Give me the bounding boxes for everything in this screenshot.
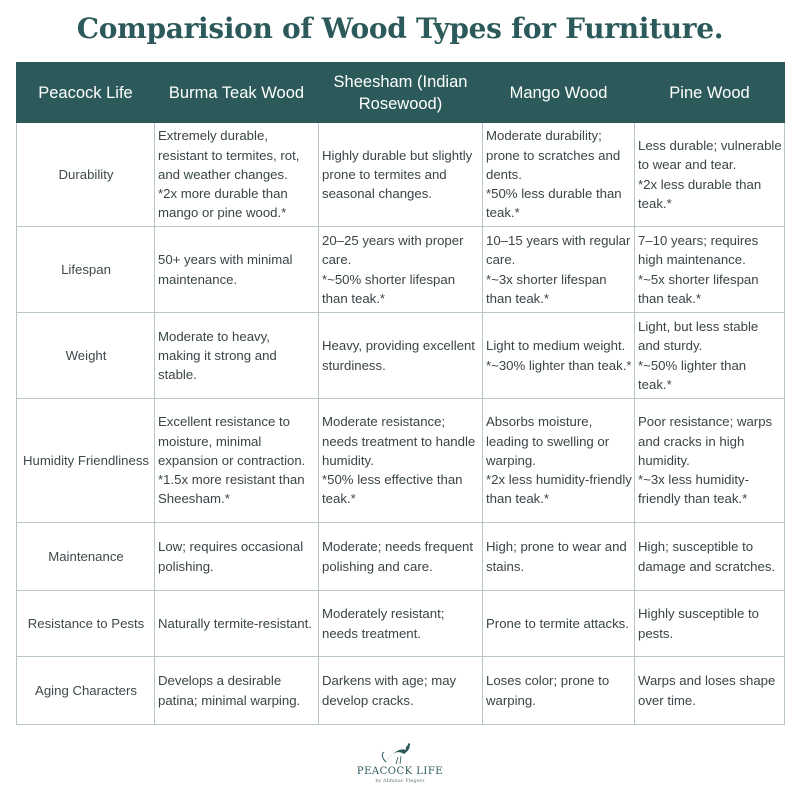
table-cell: Moderate to heavy, making it strong and stable. <box>155 313 319 399</box>
header-cell-sheesham: Sheesham (Indian Rosewood) <box>319 63 483 123</box>
table-row <box>17 657 785 725</box>
table-cell: Moderate; needs frequent polishing and care. <box>319 523 483 591</box>
comparison-table <box>16 62 785 725</box>
header-cell-mango: Mango Wood <box>483 63 635 123</box>
row-label: Resistance to Pests <box>17 591 155 657</box>
table-cell: Naturally termite-resistant. <box>155 591 319 657</box>
row-label: Weight <box>17 313 155 399</box>
table-cell: Moderate durability; prone to scratches and dents. *50% less durable than teak.* <box>483 123 635 227</box>
table-cell: High; susceptible to damage and scratches. <box>635 523 785 591</box>
table-cell: Low; requires occasional polishing. <box>155 523 319 591</box>
logo-tagline: by Abhinav Fingers <box>375 778 425 784</box>
table-row <box>17 591 785 657</box>
table-header-row <box>17 63 785 123</box>
table-cell: Light, but less stable and sturdy. *~50% lighter than teak.* <box>635 313 785 399</box>
header-cell-pine: Pine Wood <box>635 63 785 123</box>
table-row <box>17 523 785 591</box>
table-cell: Heavy, providing excellent sturdiness. <box>319 313 483 399</box>
row-label: Aging Characters <box>17 657 155 725</box>
table-row <box>17 227 785 313</box>
table-cell: 50+ years with minimal maintenance. <box>155 227 319 313</box>
table-cell: Develops a desirable patina; minimal warping. <box>155 657 319 725</box>
header-cell-burma-teak: Burma Teak Wood <box>155 63 319 123</box>
table-cell: 10–15 years with regular care. *~3x shorter lifespan than teak.* <box>483 227 635 313</box>
table-cell: Warps and loses shape over time. <box>635 657 785 725</box>
table-row <box>17 123 785 227</box>
row-label: Maintenance <box>17 523 155 591</box>
table-cell: 7–10 years; requires high maintenance. *~5x shorter lifespan than teak.* <box>635 227 785 313</box>
table-cell: 20–25 years with proper care. *~50% shorter lifespan than teak.* <box>319 227 483 313</box>
logo-brand-text: PEACOCK LIFE <box>356 766 444 777</box>
table-cell: Moderately resistant; needs treatment. <box>319 591 483 657</box>
table-cell: Extremely durable, resistant to termites, rot, and weather changes. *2x more durable than mango or pine wood.* <box>155 123 319 227</box>
brand-logo <box>340 742 460 794</box>
table-cell: Darkens with age; may develop cracks. <box>319 657 483 725</box>
table-cell: Less durable; vulnerable to wear and tear. *2x less durable than teak.* <box>635 123 785 227</box>
row-label: Lifespan <box>17 227 155 313</box>
table-row <box>17 399 785 523</box>
table-cell: High; prone to wear and stains. <box>483 523 635 591</box>
table-row <box>17 313 785 399</box>
table-cell: Highly susceptible to pests. <box>635 591 785 657</box>
table-cell: Moderate resistance; needs treatment to handle humidity. *50% less effective than teak.* <box>319 399 483 523</box>
table-cell: Light to medium weight. *~30% lighter than teak.* <box>483 313 635 399</box>
table-cell: Absorbs moisture, leading to swelling or warping. *2x less humidity-friendly than teak.* <box>483 399 635 523</box>
table-cell: Loses color; prone to warping. <box>483 657 635 725</box>
header-cell-brand: Peacock Life <box>17 63 155 123</box>
table-cell: Poor resistance; warps and cracks in high humidity. *~3x less humidity-friendly than teak.* <box>635 399 785 523</box>
table-cell: Highly durable but slightly prone to termites and seasonal changes. <box>319 123 483 227</box>
peacock-icon <box>378 742 422 766</box>
page-title: Comparision of Wood Types for Furniture. <box>76 12 724 45</box>
table-cell: Prone to termite attacks. <box>483 591 635 657</box>
row-label: Humidity Friendliness <box>17 399 155 523</box>
table-cell: Excellent resistance to moisture, minimal expansion or contraction. *1.5x more resistant than Sheesham.* <box>155 399 319 523</box>
row-label: Durability <box>17 123 155 227</box>
